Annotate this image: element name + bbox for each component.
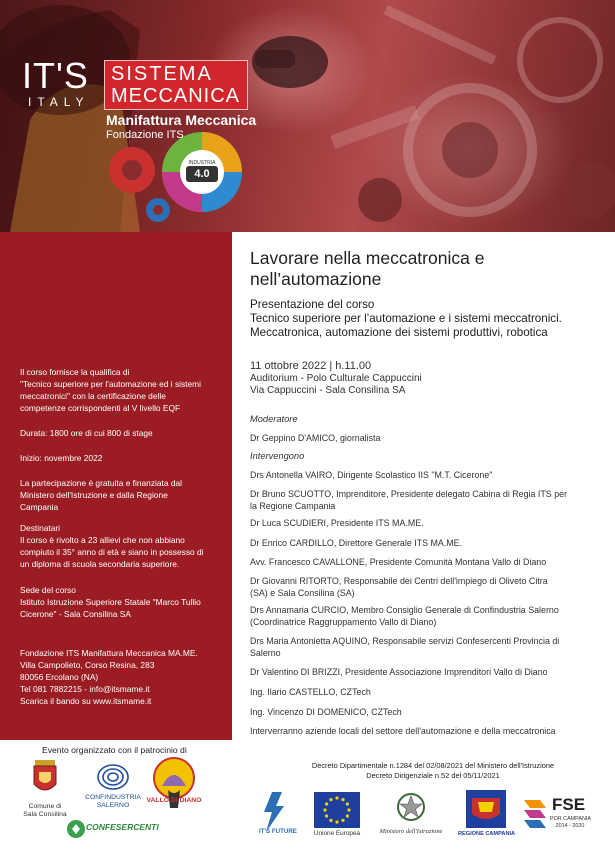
confesercenti-logo-icon [66,818,86,840]
sidebar-contatti: Fondazione ITS Manifattura Meccanica MA.ME. Villa Campolieto, Corso Resina, 283 80056 Ercolano (NA) Tel 081 7882215 - info@itsmame.it Scarica il bando su www.itsmame.it [20,647,225,707]
speaker-item: Drs Antonella VAIRO, Dirigente Scolastico IIS "M.T. Cicerone" [250,470,493,480]
badge-value: 4.0 [186,166,218,182]
its-logo: IT'S [22,55,89,96]
eu-label: Unione Europea [313,830,361,837]
speaker-item: Ing. Ilario CASTELLO, CZTech [250,687,371,697]
speaker-item: Ing. Vincenzo DI DOMENICO, CZTech [250,707,402,717]
gear-red-icon [109,147,155,193]
sidebar-durata: Durata: 1800 ore di cui 800 di stage [20,428,153,438]
comune-label: Comune di Sala Consilina [23,803,67,818]
sidebar-sede: Sede del corso Istituto Istruzione Superiore Statale "Marco Tullio Cicerone" - Sala Consilina SA [20,585,201,619]
sidebar-qualifica: Il corso fornisce la qualifica di "Tecnico superiore per l'automazione ed i sistemi meccatronici" con la certificazione delle competenze corrispondenti al V livello EQF [20,367,201,413]
confindustria-logo-icon [96,762,130,792]
fse-label: FSE [552,795,586,814]
speaker-item: Dr Giovanni RITORTO, Responsabile dei Centri dell'impiego di Oliveto Citra (SA) e Sala Consilina (SA) [250,576,548,598]
event-time: h.11.00 [335,360,372,372]
sidebar-destinatari: Destinatari Il corso è rivolto a 23 allievi che non abbiano compiuto il 35° anno di età e siano in possesso di un diploma di scuola secondaria superiore. [20,523,204,569]
fse-logo-icon [522,796,550,830]
moderatore-name: Dr Geppino D'AMICO, giornalista [250,433,381,443]
speaker-item: Interverranno aziende locali del settore dell'automazione e della meccatronica [250,726,556,736]
gear-blue-icon [146,198,170,222]
event-separator: | [329,360,336,372]
sidebar-inizio: Inizio: novembre 2022 [20,453,103,463]
sidebar-partecipazione: La partecipazione è gratuita e finanziata dal Ministero dell'Istruzione e dalla Regione Campania [20,478,183,512]
regione-label: REGIONE CAMPANIA [458,831,516,837]
bando-link[interactable]: Scarica il bando su www.itsmame.it [20,696,152,706]
event-details [250,360,422,398]
event-date: 11 ottobre 2022 [250,360,327,372]
fondazione-label: Fondazione ITS [106,129,184,141]
brand-line-sistema: SISTEMA [111,63,213,85]
regione-campania-logo-icon [466,790,506,828]
manifattura-label: Manifattura Meccanica [106,112,257,128]
brand-line-meccanica: MECCANICA [111,85,241,107]
course-subtitle: Presentazione del corso Tecnico superiore per l’automazione e i sistemi meccatronici. Meccatronica, automazione dei sistemi produttivi, robotica [250,298,562,339]
its-future-label: IT'S FUTURE [259,828,297,835]
speaker-item: Dr Valentino DI BRIZZI, Presidente Associazione Imprenditori Vallo di Diano [250,667,548,677]
page-title: Lavorare nella meccatronica e nell’automazione [250,248,485,289]
badge-top-label: INDUSTRIA [188,160,216,166]
speaker-item: Avv. Francesco CAVALLONE, Presidente Comunità Montana Vallo di Diano [250,557,547,567]
decree-text: Decreto Dipartimentale n.1284 del 02/08/2021 del Ministero dell'Istruzione Decreto Dirigenziale n.52 del 05/11/2021 [311,761,555,780]
contact-email[interactable]: Tel 081 7882215 - info@itsmame.it [20,684,150,694]
comune-crest-icon [30,758,60,798]
its-italy-label: ITALY [28,95,90,109]
speaker-item: Drs Maria Antonietta AQUINO, Responsabile servizi Confesercenti Provincia di Salerno [250,636,560,658]
hero-banner [0,0,615,232]
repubblica-emblem-icon [396,792,426,822]
vallo-label: VALLO DI DIANO [146,797,202,804]
ministero-label: Ministero dell'Istruzione [379,828,443,835]
event-venue: Auditorium - Polo Culturale Cappuccini [250,372,422,384]
event-address: Via Cappuccini - Sala Consilina SA [250,385,406,396]
confindustria-label: CONFINDUSTRIA SALERNO [85,794,141,809]
speaker-item: Drs Annamaria CURCIO, Membro Consiglio Generale di Confindustria Salerno (Coordinatrice Raggruppamento Vallo di Diano) [250,605,559,627]
speaker-item: Dr Enrico CARDILLO, Direttore Generale ITS MA.ME. [250,538,463,548]
eu-flag-icon [314,792,360,828]
speaker-item: Dr Bruno SCUOTTO, Imprenditore, Presidente delegato Cabina di Regia ITS per la Regione Campania [250,489,568,511]
intervengono-label: Intervengono [250,451,305,461]
patrocinio-label: Evento organizzato con il patrocinio di [42,745,187,755]
fse-sub-label: POR CAMPANIA 2014 - 2020 [550,816,591,829]
moderatore-label: Moderatore [250,414,298,424]
confesercenti-label: CONFESERCENTI [86,822,159,832]
brand-box [104,60,248,110]
hero-photo [0,0,615,232]
speaker-item: Dr Luca SCUDIERI, Presidente ITS MA.ME. [250,518,424,528]
